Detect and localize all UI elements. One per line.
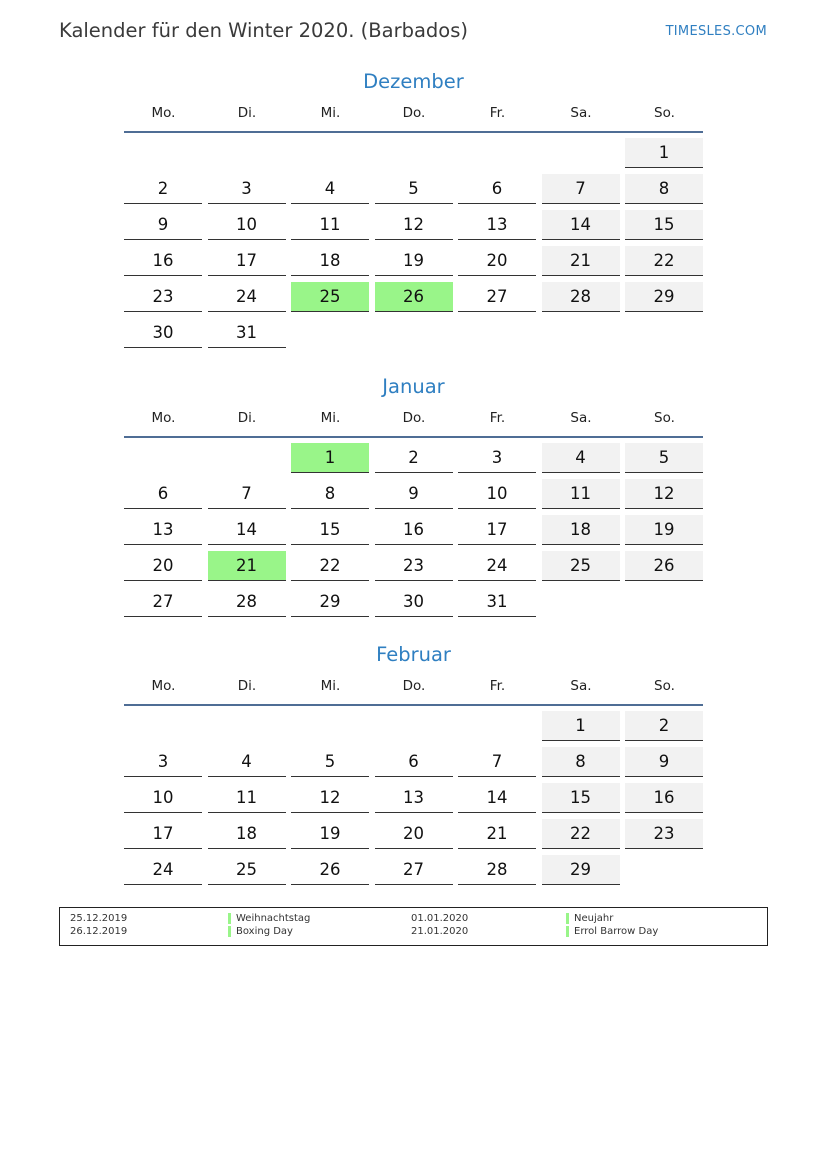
- legend-color-marker: [566, 926, 569, 937]
- day-cell: 17: [458, 515, 536, 545]
- weekday-label: Fr.: [489, 678, 506, 694]
- weekday-label: So.: [654, 105, 675, 121]
- weekday-label: Fr.: [489, 105, 506, 121]
- legend-holiday-name: Errol Barrow Day: [574, 926, 659, 937]
- day-cell: 13: [124, 515, 202, 545]
- day-cell: 12: [625, 479, 703, 509]
- day-cell: 17: [208, 246, 286, 276]
- day-cell: 1: [542, 711, 620, 741]
- day-cell: 28: [542, 282, 620, 312]
- day-cell: 11: [291, 210, 369, 240]
- day-cell: 26: [625, 551, 703, 581]
- legend-color-marker: [566, 913, 569, 924]
- weekday-label: Mo.: [151, 410, 176, 426]
- weekday-label: Sa.: [570, 678, 592, 694]
- day-cell: 7: [458, 747, 536, 777]
- day-cell: 20: [124, 551, 202, 581]
- day-cell: 8: [291, 479, 369, 509]
- holiday-legend: [59, 907, 768, 946]
- day-cell: 27: [124, 587, 202, 617]
- day-cell: 30: [124, 318, 202, 348]
- legend-holiday-name: Boxing Day: [236, 926, 293, 937]
- legend-date: 26.12.2019: [70, 926, 128, 937]
- day-cell: 9: [124, 210, 202, 240]
- day-cell: 7: [542, 174, 620, 204]
- day-cell: 27: [375, 855, 453, 885]
- weekday-label: Mo.: [151, 105, 176, 121]
- page-title: Kalender für den Winter 2020. (Barbados): [59, 19, 468, 42]
- weekday-header: [124, 103, 703, 133]
- weekday-label: Di.: [237, 105, 257, 121]
- day-cell: 6: [375, 747, 453, 777]
- weekday-label: Fr.: [489, 410, 506, 426]
- holiday-day-cell: 26: [375, 282, 453, 312]
- day-cell: 31: [208, 318, 286, 348]
- day-cell: 28: [458, 855, 536, 885]
- day-cell: 3: [124, 747, 202, 777]
- weekday-label: Do.: [402, 105, 426, 121]
- day-cell: 2: [124, 174, 202, 204]
- legend-color-marker: [228, 913, 231, 924]
- day-cell: 5: [291, 747, 369, 777]
- day-cell: 6: [124, 479, 202, 509]
- day-cell: 24: [208, 282, 286, 312]
- day-cell: 24: [124, 855, 202, 885]
- day-cell: 9: [625, 747, 703, 777]
- site-link[interactable]: TIMESLES.COM: [665, 24, 767, 39]
- day-cell: 24: [458, 551, 536, 581]
- day-cell: 6: [458, 174, 536, 204]
- weekday-label: Di.: [237, 410, 257, 426]
- day-cell: 18: [291, 246, 369, 276]
- day-cell: 4: [208, 747, 286, 777]
- day-cell: 2: [375, 443, 453, 473]
- day-cell: 16: [625, 783, 703, 813]
- day-cell: 23: [124, 282, 202, 312]
- legend-holiday-name: Neujahr: [574, 913, 614, 924]
- day-cell: 16: [124, 246, 202, 276]
- day-cell: 21: [458, 819, 536, 849]
- holiday-day-cell: 1: [291, 443, 369, 473]
- weekday-label: Mo.: [151, 678, 176, 694]
- day-cell: 31: [458, 587, 536, 617]
- weekday-label: Sa.: [570, 105, 592, 121]
- day-cell: 26: [291, 855, 369, 885]
- day-cell: 13: [458, 210, 536, 240]
- weekday-label: Sa.: [570, 410, 592, 426]
- day-cell: 7: [208, 479, 286, 509]
- day-cell: 4: [291, 174, 369, 204]
- day-cell: 15: [291, 515, 369, 545]
- holiday-day-cell: 25: [291, 282, 369, 312]
- month-title: Februar: [376, 643, 451, 666]
- day-cell: 5: [375, 174, 453, 204]
- day-cell: 10: [208, 210, 286, 240]
- day-cell: 22: [625, 246, 703, 276]
- day-cell: 23: [375, 551, 453, 581]
- legend-date: 01.01.2020: [411, 913, 469, 924]
- day-cell: 1: [625, 138, 703, 168]
- day-cell: 8: [625, 174, 703, 204]
- day-cell: 15: [625, 210, 703, 240]
- day-cell: 11: [542, 479, 620, 509]
- weekday-label: Di.: [237, 678, 257, 694]
- month-january: [124, 372, 703, 611]
- legend-date: 25.12.2019: [70, 913, 128, 924]
- day-cell: 18: [542, 515, 620, 545]
- weekday-label: Do.: [402, 410, 426, 426]
- day-cell: 29: [625, 282, 703, 312]
- day-cell: 17: [124, 819, 202, 849]
- day-cell: 21: [542, 246, 620, 276]
- day-cell: 10: [124, 783, 202, 813]
- holiday-day-cell: 21: [208, 551, 286, 581]
- day-cell: 15: [542, 783, 620, 813]
- day-cell: 19: [625, 515, 703, 545]
- month-title: Dezember: [363, 70, 464, 93]
- day-cell: 29: [291, 587, 369, 617]
- weekday-label: Do.: [402, 678, 426, 694]
- day-cell: 20: [458, 246, 536, 276]
- day-cell: 3: [208, 174, 286, 204]
- legend-date: 21.01.2020: [411, 926, 469, 937]
- day-cell: 30: [375, 587, 453, 617]
- day-cell: 20: [375, 819, 453, 849]
- weekday-label: Mi.: [320, 678, 341, 694]
- day-cell: 19: [375, 246, 453, 276]
- day-cell: 22: [291, 551, 369, 581]
- day-cell: 14: [208, 515, 286, 545]
- day-cell: 29: [542, 855, 620, 885]
- day-cell: 12: [375, 210, 453, 240]
- month-february: [124, 640, 703, 879]
- weekday-label: So.: [654, 678, 675, 694]
- weekday-label: Mi.: [320, 105, 341, 121]
- day-cell: 14: [542, 210, 620, 240]
- day-cell: 4: [542, 443, 620, 473]
- legend-holiday-name: Weihnachtstag: [236, 913, 311, 924]
- day-cell: 5: [625, 443, 703, 473]
- month-december: [124, 67, 703, 342]
- day-cell: 22: [542, 819, 620, 849]
- day-cell: 12: [291, 783, 369, 813]
- day-cell: 9: [375, 479, 453, 509]
- weekday-header: [124, 676, 703, 706]
- day-cell: 18: [208, 819, 286, 849]
- day-cell: 25: [208, 855, 286, 885]
- day-cell: 27: [458, 282, 536, 312]
- day-cell: 8: [542, 747, 620, 777]
- weekday-label: So.: [654, 410, 675, 426]
- day-cell: 25: [542, 551, 620, 581]
- day-cell: 19: [291, 819, 369, 849]
- day-cell: 14: [458, 783, 536, 813]
- day-cell: 28: [208, 587, 286, 617]
- day-cell: 11: [208, 783, 286, 813]
- weekday-label: Mi.: [320, 410, 341, 426]
- day-cell: 16: [375, 515, 453, 545]
- legend-color-marker: [228, 926, 231, 937]
- month-title: Januar: [382, 375, 445, 398]
- day-cell: 13: [375, 783, 453, 813]
- day-cell: 23: [625, 819, 703, 849]
- day-cell: 10: [458, 479, 536, 509]
- weekday-header: [124, 408, 703, 438]
- day-cell: 3: [458, 443, 536, 473]
- day-cell: 2: [625, 711, 703, 741]
